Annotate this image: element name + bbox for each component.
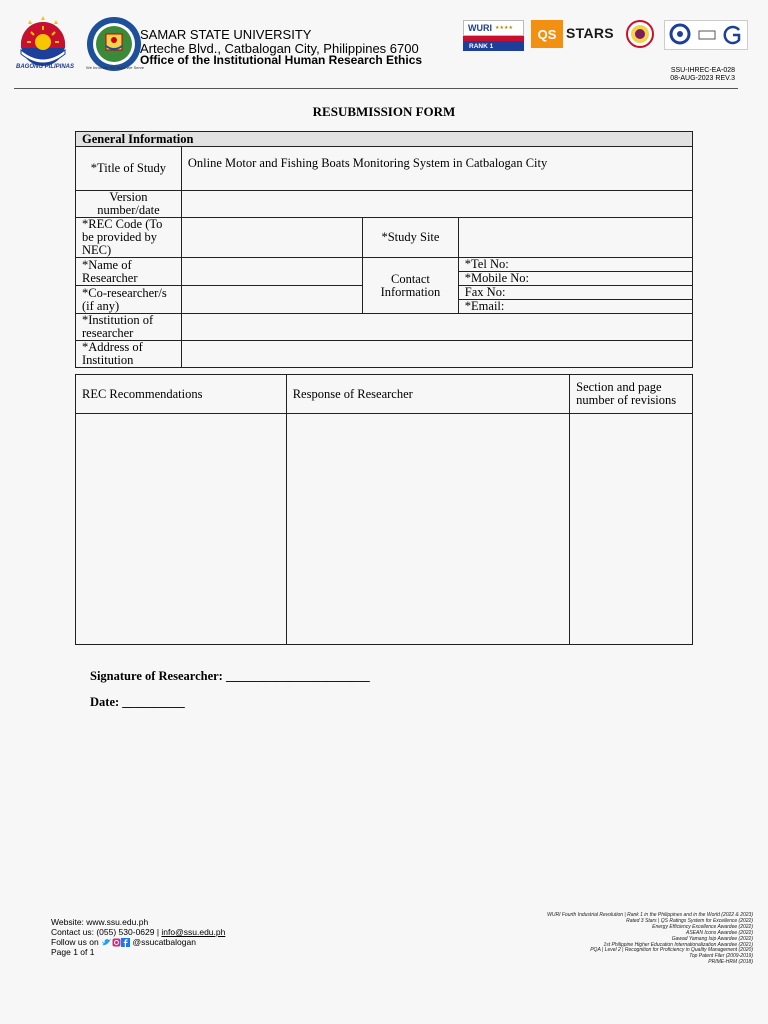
footer-social-handle[interactable]: @ssucatbalogan: [132, 937, 196, 947]
award-line: PQA | Level 2 | Recognition for Proficiency in Quality Management (2020): [590, 947, 753, 954]
footer-email-link[interactable]: info@ssu.edu.ph: [161, 927, 226, 937]
institution-label: *Institution of researcher: [76, 314, 182, 341]
university-name: SAMAR STATE UNIVERSITY: [140, 27, 312, 42]
footer-contact: [51, 917, 225, 957]
wuri-label: WURI: [468, 23, 492, 33]
institution-field[interactable]: [181, 314, 692, 341]
wuri-rank-badge: [463, 20, 524, 50]
study-site-field[interactable]: [458, 218, 692, 258]
qs-stars-label: STARS: [566, 25, 614, 41]
table-row: [76, 414, 693, 645]
section-page-header: Section and page number of revisions: [570, 375, 693, 414]
rec-code-label: *REC Code (To be provided by NEC): [76, 218, 182, 258]
contact-information-label: Contact Information: [363, 258, 459, 314]
general-information-table: [75, 131, 693, 368]
footer-awards: [453, 913, 753, 966]
footer-phone: Contact us: (055) 530-0629 |: [51, 927, 162, 937]
document-code: SSU-IHREC-EA-028: [670, 67, 735, 74]
footer-follow-line: [51, 937, 225, 947]
office-name: Office of the Institutional Human Research Ethics: [140, 53, 423, 67]
award-line: Energy Efficiency Excellence Awardee (2022): [652, 923, 753, 930]
university-address: Arteche Blvd., Catbalogan City, Philippines 6700: [140, 41, 419, 56]
section-page-cell[interactable]: [570, 414, 693, 645]
institution-address-label: *Address of Institution: [76, 341, 182, 368]
footer-page-number: Page 1 of 1: [51, 947, 95, 958]
qs-logo: QS: [531, 20, 563, 48]
iso-icon: [697, 25, 717, 45]
study-site-label: *Study Site: [363, 218, 459, 258]
wuri-rank: RANK 1: [469, 42, 494, 50]
tel-no-field[interactable]: *Tel No:: [458, 258, 692, 272]
document-reference: [670, 67, 735, 83]
instagram-icon[interactable]: [112, 938, 121, 947]
footer-follow-label: Follow us on: [51, 937, 99, 947]
footer-contact-line: [51, 927, 225, 937]
rec-recommendations-header: REC Recommendations: [76, 375, 287, 414]
response-of-researcher-cell[interactable]: [286, 414, 569, 645]
title-of-study-value[interactable]: Online Motor and Fishing Boats Monitoring System in Catbalogan City: [181, 147, 692, 191]
title-of-study-label: *Title of Study: [76, 147, 182, 191]
signature-line[interactable]: Signature of Researcher: _______________________: [90, 669, 370, 683]
certification-logos: [664, 20, 748, 50]
pqa-seal-icon: [623, 20, 657, 48]
date-line[interactable]: Date: __________: [90, 695, 185, 709]
award-line: WURI Fourth Industrial Revolution | Rank 1 in the Philippines and in the World (2022 & 2023): [547, 912, 753, 918]
mobile-no-field[interactable]: *Mobile No:: [458, 272, 692, 286]
award-line: Rated 3 Stars | QS Ratings System for Excellence (2022): [626, 917, 753, 924]
award-line: Top Patent Filer (2009-2019): [689, 953, 753, 960]
ssu-seal-logo: [86, 16, 145, 72]
institution-address-field[interactable]: [181, 341, 692, 368]
socotec-icon: [667, 22, 693, 48]
rec-recommendations-cell[interactable]: [76, 414, 287, 645]
seal-tagline: We Innovate We Build We Serve: [86, 65, 145, 70]
email-field[interactable]: *Email:: [458, 300, 692, 314]
award-line: Gawad Yamang Isip Awardee (2022): [671, 935, 753, 942]
version-label: Version number/date: [76, 191, 182, 218]
version-field[interactable]: [181, 191, 692, 218]
document-revision: 08-AUG-2023 REV.3: [670, 75, 735, 82]
form-title: RESUBMISSION FORM: [312, 104, 456, 119]
co-researcher-label: *Co-researcher/s (if any): [76, 286, 182, 314]
general-info-heading: General Information: [76, 132, 693, 147]
revisions-table: [75, 374, 693, 645]
header-divider: [14, 88, 738, 89]
response-of-researcher-header: Response of Researcher: [286, 375, 569, 414]
award-line: 1st Philippine Higher Education Internationalization Awardee (2021): [603, 941, 753, 948]
footer-website[interactable]: Website: www.ssu.edu.ph: [51, 917, 149, 927]
award-line: PRIME-HRM (2018): [708, 959, 753, 966]
twitter-icon[interactable]: [101, 938, 112, 947]
researcher-name-label: *Name of Researcher: [76, 258, 182, 286]
fax-no-field[interactable]: Fax No:: [458, 286, 692, 300]
co-researcher-field[interactable]: [181, 286, 362, 314]
bagong-pilipinas-caption: BAGONG PILIPINAS: [15, 64, 74, 70]
wuri-stars-icon: ★★★★: [495, 25, 513, 31]
rec-code-field[interactable]: [181, 218, 362, 258]
facebook-icon[interactable]: [121, 938, 130, 947]
award-line: ASEAN Icons Awardee (2022): [686, 929, 753, 936]
researcher-name-field[interactable]: [181, 258, 362, 286]
g-certification-icon: [722, 24, 744, 46]
